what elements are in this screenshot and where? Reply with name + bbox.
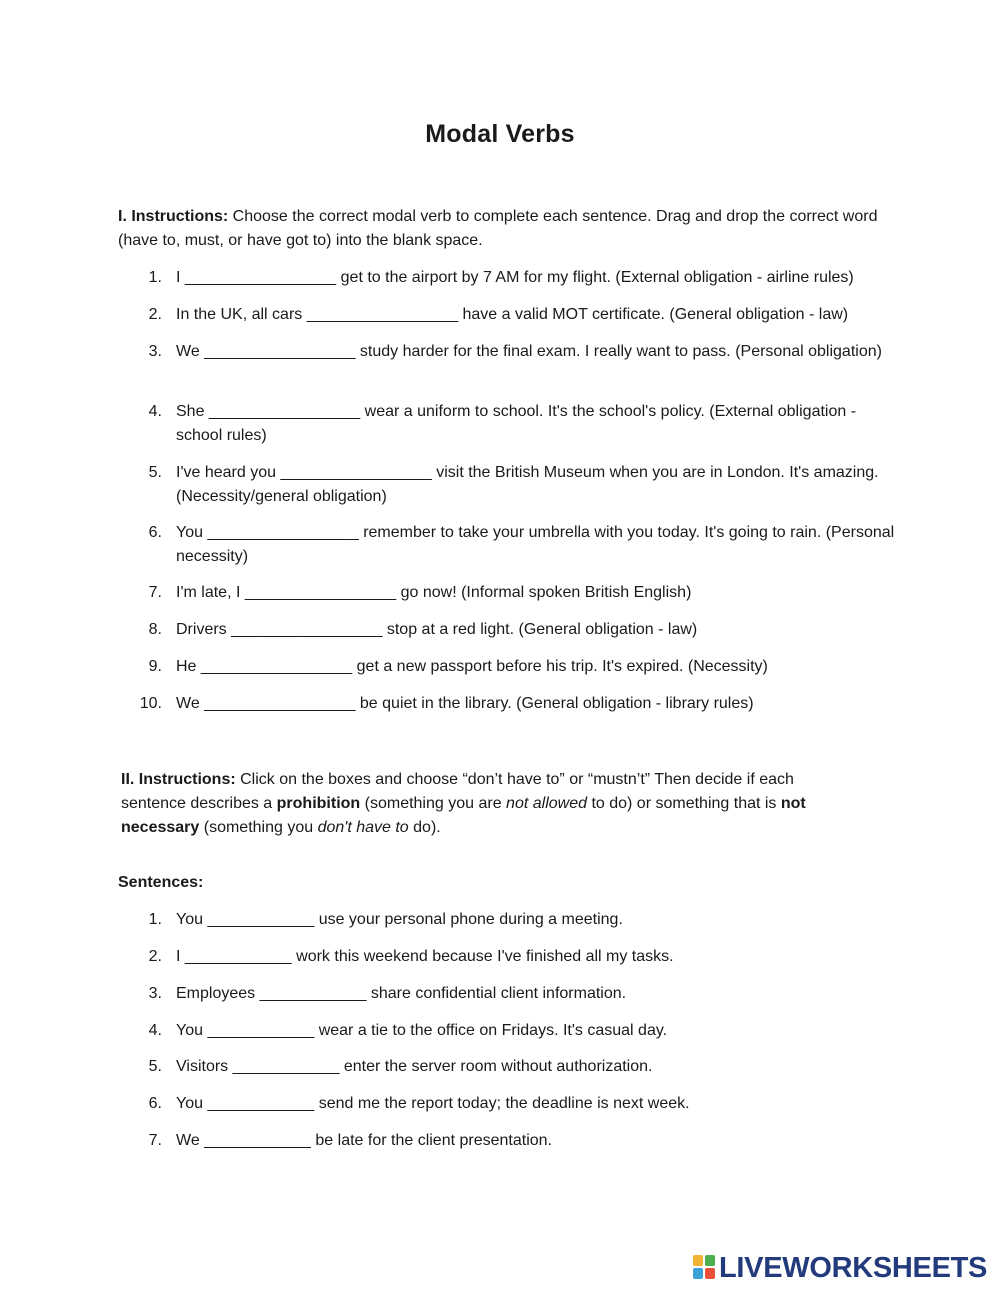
keyword-prohibition: prohibition — [276, 795, 361, 812]
sentence-end: send me the report today; the deadline is next week. — [318, 1095, 690, 1112]
answer-blank[interactable]: _________________ — [280, 464, 432, 481]
sentence-end: get to the airport by 7 AM for my flight. (External obligation - airline rules) — [340, 269, 854, 286]
sentence-start: I've heard you — [176, 464, 277, 481]
answer-blank[interactable]: ____________ — [184, 948, 292, 965]
instructions-text: (something you — [199, 819, 318, 836]
answer-blank[interactable]: ____________ — [207, 911, 315, 928]
answer-blank[interactable]: _________________ — [184, 269, 337, 286]
item-sentence — [176, 1019, 896, 1043]
sentence-start: Drivers — [176, 621, 227, 638]
item-number: 1. — [148, 269, 162, 286]
answer-blank[interactable]: _________________ — [208, 403, 361, 420]
item-sentence — [176, 266, 896, 290]
item-sentence — [176, 581, 896, 605]
item-number: 5. — [148, 1058, 162, 1075]
sentence-start: I'm late, I — [176, 584, 241, 601]
item-number: 4. — [148, 403, 162, 420]
sentence-end: remember to take your umbrella with you today. It's going to rain. (Personal necessity) — [176, 524, 895, 565]
sentence-start: You — [176, 524, 203, 541]
instructions-text: (something you are — [360, 795, 507, 812]
sentence-start: In the UK, all cars — [176, 306, 303, 323]
emphasis-text: don't have to — [317, 819, 409, 836]
item-sentence — [176, 303, 896, 327]
item-number: 3. — [148, 985, 162, 1002]
answer-blank[interactable]: ____________ — [207, 1022, 315, 1039]
sentence-start: I — [176, 948, 181, 965]
item-number: 4. — [148, 1022, 162, 1039]
sentence-start: You — [176, 1022, 203, 1039]
sentence-end: get a new passport before his trip. It's expired. (Necessity) — [356, 658, 768, 675]
answer-blank[interactable]: _________________ — [200, 658, 353, 675]
answer-blank[interactable]: _________________ — [204, 343, 356, 360]
instructions-text: to do) or something that is — [587, 795, 781, 812]
sentence-start: Employees — [176, 985, 256, 1002]
answer-blank[interactable]: _________________ — [244, 584, 397, 601]
sentence-end: enter the server room without authorization. — [343, 1058, 653, 1075]
emphasis-text: not allowed — [506, 795, 587, 812]
item-sentence — [176, 461, 896, 509]
instructions-label: I. Instructions: — [118, 208, 229, 225]
item-number: 10. — [139, 695, 162, 712]
sentence-end: go now! (Informal spoken British English) — [400, 584, 692, 601]
page-title: Modal Verbs — [425, 120, 575, 148]
answer-blank[interactable]: ____________ — [207, 1095, 315, 1112]
item-sentence — [176, 400, 896, 448]
sentence-end: visit the British Museum when you are in London. It's amazing. (Necessity/general obligation) — [176, 464, 879, 505]
instructions-part-2 — [121, 768, 861, 840]
sentence-end: wear a tie to the office on Fridays. It's casual day. — [318, 1022, 668, 1039]
item-number: 6. — [148, 1095, 162, 1112]
instructions-text: Click on the boxes and choose “don’t have to” or “mustn’t” Then decide if each sentence describes a — [121, 771, 794, 812]
sentence-start: I — [176, 269, 181, 286]
sentence-end: work this weekend because I've finished all my tasks. — [296, 948, 674, 965]
item-number: 5. — [148, 464, 162, 481]
sentence-start: You — [176, 1095, 203, 1112]
sentence-start: He — [176, 658, 197, 675]
item-number: 2. — [148, 948, 162, 965]
instructions-label: II. Instructions: — [121, 771, 236, 788]
logo-text: LIVEWORKSHEETS — [719, 1252, 988, 1284]
sentence-end: share confidential client information. — [370, 985, 627, 1002]
item-sentence — [176, 908, 896, 932]
item-sentence — [176, 618, 896, 642]
sentences-heading: Sentences: — [118, 874, 204, 891]
answer-blank[interactable]: _________________ — [231, 621, 383, 638]
sentence-start: You — [176, 911, 203, 928]
item-number: 3. — [148, 343, 162, 360]
instructions-text: do). — [408, 819, 441, 836]
item-number: 8. — [148, 621, 162, 638]
sentence-start: We — [176, 1132, 200, 1149]
answer-blank[interactable]: ____________ — [232, 1058, 340, 1075]
answer-blank[interactable]: _________________ — [204, 695, 356, 712]
answer-blank[interactable]: _________________ — [207, 524, 359, 541]
liveworksheets-logo — [693, 1253, 987, 1283]
item-number: 7. — [148, 1132, 162, 1149]
answer-blank[interactable]: ____________ — [204, 1132, 311, 1149]
item-sentence — [176, 1092, 896, 1116]
sentence-end: be late for the client presentation. — [315, 1132, 552, 1149]
answer-blank[interactable]: ____________ — [259, 985, 367, 1002]
item-sentence — [176, 982, 896, 1006]
sentence-start: Visitors — [176, 1058, 229, 1075]
liveworksheets-logo-icon — [693, 1255, 717, 1281]
item-sentence — [176, 521, 896, 569]
sentence-end: wear a uniform to school. It's the school's policy. (External obligation - school rules) — [176, 403, 857, 444]
item-number: 2. — [148, 306, 162, 323]
sentence-end: have a valid MOT certificate. (General obligation - law) — [462, 306, 849, 323]
sentence-start: We — [176, 695, 200, 712]
item-number: 9. — [148, 658, 162, 675]
item-sentence — [176, 1055, 896, 1079]
sentence-start: She — [176, 403, 205, 420]
sentence-end: study harder for the final exam. I really want to pass. (Personal obligation) — [359, 343, 882, 360]
item-number: 7. — [148, 584, 162, 601]
sentence-end: be quiet in the library. (General obligation - library rules) — [359, 695, 754, 712]
sentence-end: use your personal phone during a meeting. — [318, 911, 623, 928]
answer-blank[interactable]: _________________ — [306, 306, 459, 323]
sentence-start: We — [176, 343, 200, 360]
sentence-end: stop at a red light. (General obligation - law) — [386, 621, 698, 638]
item-sentence — [176, 692, 896, 716]
item-sentence — [176, 655, 896, 679]
item-sentence — [176, 340, 896, 364]
instructions-part-1 — [118, 205, 878, 253]
item-sentence — [176, 945, 896, 969]
item-sentence — [176, 1129, 896, 1153]
keyword-not-necessary: not necessary — [121, 795, 806, 836]
item-number: 1. — [148, 911, 162, 928]
item-number: 6. — [148, 524, 162, 541]
instructions-text: Choose the correct modal verb to complete each sentence. Drag and drop the correct word (have to, must, or have got to) into the blank space. — [118, 208, 878, 249]
